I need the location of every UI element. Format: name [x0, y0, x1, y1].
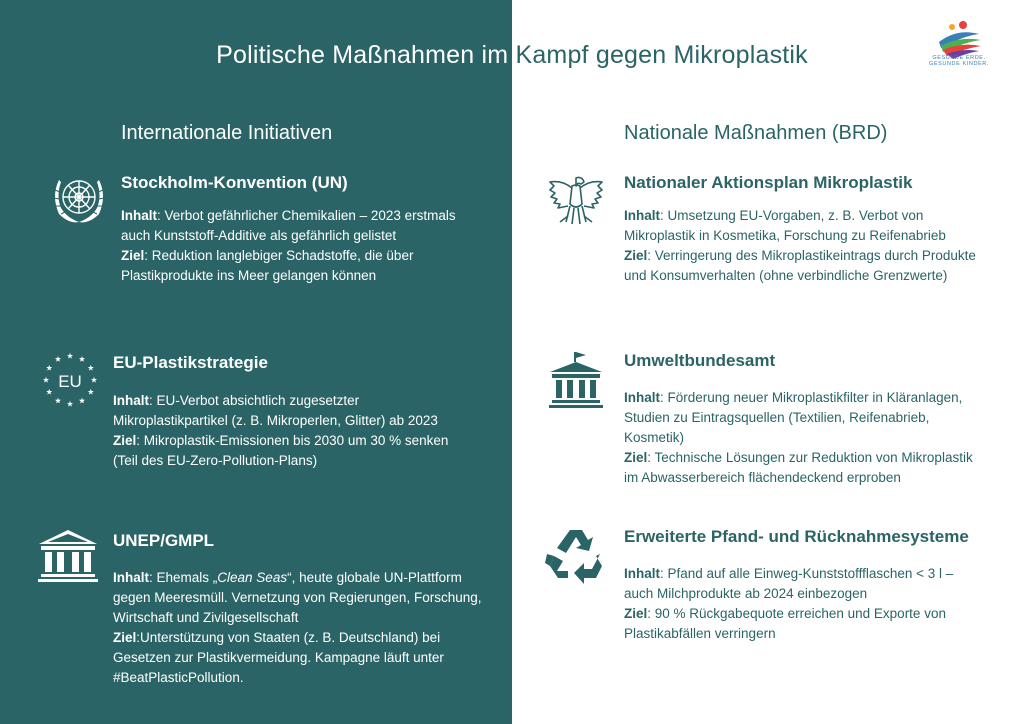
- eu-star-icon: [46, 365, 52, 371]
- section-body: Inhalt: Ehemals „Clean Seas“, heute globale UN-Plattform gegen Meeresmüll. Vernetzung von Regierungen, Forschung, Wirtschaft und Zivilgesellschaft Ziel:Unterstützung von Staaten (z. B. Deutschland) bei Gesetzen zur Plastikvermeidung. Kampagne läuft unter #BeatPlasticPollution.: [113, 570, 482, 685]
- section-title: UNEP/GMPL: [113, 531, 215, 550]
- recycle-icon: [544, 526, 608, 586]
- section-title: Stockholm-Konvention (UN): [121, 173, 348, 192]
- section-umweltbundesamt: [624, 350, 984, 488]
- section-title: Nationaler Aktionsplan Mikroplastik: [624, 173, 913, 192]
- section-body: Inhalt: EU-Verbot absichtlich zugesetzter Mikroplastikpartikel (z. B. Mikroperlen, Glitter) ab 2023 Ziel: Mikroplastik-Emissionen bis 2030 um 30 % senken (Teil des EU-Zero-Pollution-Plans): [113, 393, 449, 468]
- eu-star-icon: [46, 389, 52, 395]
- page-title-right: Kampf gegen Mikroplastik: [515, 41, 808, 69]
- section-body: Inhalt: Umsetzung EU-Vorgaben, z. B. Verbot von Mikroplastik in Kosmetika, Forschung zu Reifenabrieb Ziel: Verringerung des Mikroplastikeintrags durch Produkte und Konsumverhalten (ohne verbindliche Grenzwerte): [624, 208, 976, 283]
- section-pfandsysteme: [624, 526, 994, 644]
- eu-star-icon: [91, 377, 97, 383]
- section-body: Inhalt: Pfand auf alle Einweg-Kunststoffflaschen < 3 l – auch Milchprodukte ab 2024 einbezogen Ziel: 90 % Rückgabequote erreichen und Exporte von Plastikabfällen verringern: [624, 566, 954, 641]
- eu-star-icon: [79, 398, 85, 404]
- eu-star-icon: [55, 356, 61, 362]
- section-title: Umweltbundesamt: [624, 351, 776, 370]
- page-title-left: Politische Maßnahmen im: [216, 41, 516, 69]
- eu-star-icon: [67, 353, 73, 359]
- section-eu-plastikstrategie: [113, 352, 453, 471]
- section-title: Erweiterte Pfand- und Rücknahmesysteme: [624, 527, 969, 546]
- section-unep-gmpl: [113, 530, 493, 688]
- government-building-icon: [548, 350, 604, 410]
- eu-star-icon: [43, 377, 49, 383]
- section-body: Inhalt: Förderung neuer Mikroplastikfilter in Kläranlagen, Studien zu Eintragsquellen (Textilien, Reifenabrieb, Kosmetik) Ziel: Technische Lösungen zur Reduktion von Mikroplastik im Abwasserbereich flächendeckend erproben: [624, 390, 973, 485]
- international-heading: Internationale Initiativen: [121, 122, 333, 144]
- section-body: Inhalt: Verbot gefährlicher Chemikalien – 2023 erstmals auch Kunststoff-Additive als gefährlich gelistet Ziel: Reduktion langlebiger Schadstoffe, die über Plastikprodukte ins Meer gelangen können: [121, 208, 456, 283]
- eu-star-icon: [88, 365, 94, 371]
- eu-icon-text: EU: [58, 372, 82, 391]
- section-aktionsplan: [624, 172, 984, 286]
- national-heading: Nationale Maßnahmen (BRD): [624, 122, 888, 144]
- section-title: EU-Plastikstrategie: [113, 353, 268, 372]
- institution-building-icon: [36, 527, 100, 583]
- federal-eagle-icon: [546, 170, 606, 230]
- logo-text: GESUNDE ERDE. GESUNDE KINDER.: [928, 55, 990, 67]
- eu-star-icon: [79, 356, 85, 362]
- eu-star-icon: [67, 401, 73, 407]
- eu-star-icon: [55, 398, 61, 404]
- section-stockholm: [121, 172, 461, 286]
- eu-stars-icon: [40, 350, 100, 410]
- eu-star-icon: [88, 389, 94, 395]
- page-title: [0, 38, 1024, 72]
- un-emblem-icon: [45, 170, 113, 228]
